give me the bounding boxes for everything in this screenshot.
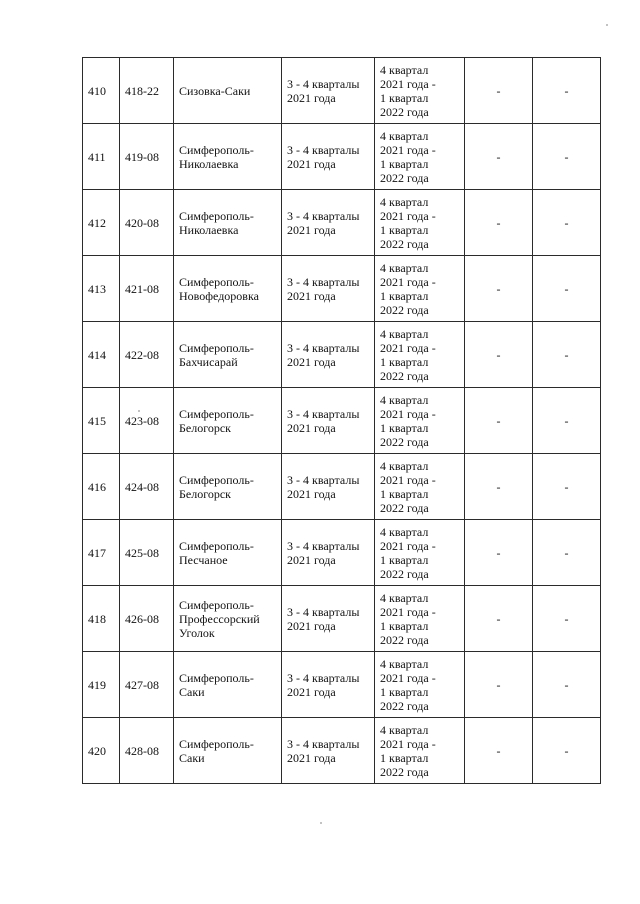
- dash-cell-b: -: [533, 586, 601, 652]
- start-period-line: 3 - 4 кварталы: [287, 208, 360, 223]
- start-period-line: 3 - 4 кварталы: [287, 274, 360, 289]
- row-number-cell: 414: [83, 322, 120, 388]
- start-period-line: 2021 года: [287, 288, 336, 303]
- route-name-line: Бахчисарай: [179, 354, 238, 369]
- end-period-line: 2021 года -: [380, 604, 436, 619]
- end-period-line: 4 квартал: [380, 524, 429, 539]
- start-period-line: 2021 года: [287, 552, 336, 567]
- route-name-cell: [174, 388, 282, 454]
- row-number-cell: 416: [83, 454, 120, 520]
- end-period-cell: [375, 520, 465, 586]
- start-period-line: 2021 года: [287, 618, 336, 633]
- end-period-cell: [375, 652, 465, 718]
- end-period-line: 1 квартал: [380, 90, 429, 105]
- dash-cell-b: -: [533, 652, 601, 718]
- end-period-line: 2021 года -: [380, 274, 436, 289]
- route-code-cell: 428-08: [120, 718, 174, 784]
- route-name-line: Симферополь-: [179, 142, 254, 157]
- scan-artifact-dot: [320, 822, 322, 824]
- table-row: [83, 388, 601, 454]
- end-period-line: 2021 года -: [380, 406, 436, 421]
- route-name-cell: [174, 718, 282, 784]
- route-name-line: Саки: [179, 684, 205, 699]
- route-code-cell: 418-22: [120, 58, 174, 124]
- route-name-line: Саки: [179, 750, 205, 765]
- route-name-cell: [174, 586, 282, 652]
- table-row: [83, 58, 601, 124]
- start-period-cell: [282, 520, 375, 586]
- route-name-line: Симферополь-: [179, 274, 254, 289]
- start-period-line: 2021 года: [287, 420, 336, 435]
- start-period-line: 2021 года: [287, 222, 336, 237]
- end-period-line: 2021 года -: [380, 142, 436, 157]
- start-period-cell: [282, 586, 375, 652]
- start-period-line: 3 - 4 кварталы: [287, 670, 360, 685]
- route-code-cell: 420-08: [120, 190, 174, 256]
- start-period-line: 2021 года: [287, 354, 336, 369]
- route-name-line: Симферополь-: [179, 406, 254, 421]
- route-name-line: Симферополь-: [179, 670, 254, 685]
- end-period-line: 1 квартал: [380, 420, 429, 435]
- dash-cell-a: -: [465, 718, 533, 784]
- dash-cell-a: -: [465, 520, 533, 586]
- start-period-line: 3 - 4 кварталы: [287, 76, 360, 91]
- dash-cell-b: -: [533, 58, 601, 124]
- dash-cell-b: -: [533, 718, 601, 784]
- end-period-line: 2021 года -: [380, 76, 436, 91]
- table-row: [83, 718, 601, 784]
- route-code-cell: 426-08: [120, 586, 174, 652]
- row-number-cell: 411: [83, 124, 120, 190]
- route-name-line: Николаевка: [179, 156, 239, 171]
- dash-cell-b: -: [533, 256, 601, 322]
- row-number-cell: 419: [83, 652, 120, 718]
- end-period-line: 4 квартал: [380, 326, 429, 341]
- end-period-line: 2022 года: [380, 236, 429, 251]
- end-period-line: 1 квартал: [380, 618, 429, 633]
- end-period-line: 2022 года: [380, 170, 429, 185]
- route-name-cell: [174, 322, 282, 388]
- end-period-line: 1 квартал: [380, 156, 429, 171]
- table-row: [83, 322, 601, 388]
- route-name-line: Симферополь-: [179, 538, 254, 553]
- route-name-cell: [174, 256, 282, 322]
- dash-cell-a: -: [465, 652, 533, 718]
- route-code-cell: 419-08: [120, 124, 174, 190]
- dash-cell-b: -: [533, 454, 601, 520]
- start-period-cell: [282, 58, 375, 124]
- start-period-line: 3 - 4 кварталы: [287, 538, 360, 553]
- end-period-cell: [375, 322, 465, 388]
- end-period-cell: [375, 190, 465, 256]
- routes-table: [82, 57, 601, 784]
- dash-cell-b: -: [533, 322, 601, 388]
- end-period-line: 1 квартал: [380, 750, 429, 765]
- start-period-line: 2021 года: [287, 750, 336, 765]
- dash-cell-b: -: [533, 520, 601, 586]
- table-row: [83, 124, 601, 190]
- start-period-line: 3 - 4 кварталы: [287, 340, 360, 355]
- dash-cell-a: -: [465, 256, 533, 322]
- table-row: [83, 190, 601, 256]
- start-period-cell: [282, 388, 375, 454]
- start-period-line: 3 - 4 кварталы: [287, 472, 360, 487]
- end-period-line: 2021 года -: [380, 670, 436, 685]
- end-period-cell: [375, 256, 465, 322]
- dash-cell-a: -: [465, 190, 533, 256]
- route-name-line: Симферополь-: [179, 208, 254, 223]
- end-period-line: 1 квартал: [380, 486, 429, 501]
- route-name-line: Сизовка-Саки: [179, 83, 251, 98]
- start-period-line: 3 - 4 кварталы: [287, 604, 360, 619]
- route-code-cell: 421-08: [120, 256, 174, 322]
- end-period-cell: [375, 454, 465, 520]
- end-period-line: 4 квартал: [380, 458, 429, 473]
- dash-cell-b: -: [533, 190, 601, 256]
- start-period-cell: [282, 124, 375, 190]
- dash-cell-a: -: [465, 124, 533, 190]
- route-name-line: Новофедоровка: [179, 288, 259, 303]
- dash-cell-a: -: [465, 58, 533, 124]
- dash-cell-a: -: [465, 388, 533, 454]
- dash-cell-a: -: [465, 454, 533, 520]
- end-period-cell: [375, 58, 465, 124]
- dash-cell-a: -: [465, 586, 533, 652]
- row-number-cell: 415: [83, 388, 120, 454]
- route-name-line: Белогорск: [179, 486, 231, 501]
- route-name-line: Симферополь-: [179, 472, 254, 487]
- start-period-cell: [282, 718, 375, 784]
- route-code-cell: 424-08: [120, 454, 174, 520]
- start-period-line: 3 - 4 кварталы: [287, 736, 360, 751]
- end-period-line: 2022 года: [380, 764, 429, 779]
- dash-cell-b: -: [533, 388, 601, 454]
- start-period-line: 2021 года: [287, 684, 336, 699]
- route-code-cell: 423-08: [120, 388, 174, 454]
- start-period-cell: [282, 322, 375, 388]
- end-period-cell: [375, 124, 465, 190]
- start-period-line: 2021 года: [287, 156, 336, 171]
- start-period-cell: [282, 256, 375, 322]
- row-number-cell: 420: [83, 718, 120, 784]
- start-period-line: 3 - 4 кварталы: [287, 142, 360, 157]
- end-period-line: 1 квартал: [380, 552, 429, 567]
- end-period-line: 1 квартал: [380, 354, 429, 369]
- route-name-cell: [174, 190, 282, 256]
- dash-cell-b: -: [533, 124, 601, 190]
- end-period-line: 1 квартал: [380, 288, 429, 303]
- end-period-line: 2022 года: [380, 368, 429, 383]
- end-period-line: 2021 года -: [380, 472, 436, 487]
- end-period-line: 2022 года: [380, 500, 429, 515]
- end-period-line: 4 квартал: [380, 194, 429, 209]
- route-name-cell: [174, 124, 282, 190]
- route-code-cell: 427-08: [120, 652, 174, 718]
- routes-table-body: [83, 58, 601, 784]
- start-period-cell: [282, 454, 375, 520]
- end-period-line: 2022 года: [380, 632, 429, 647]
- end-period-line: 2021 года -: [380, 736, 436, 751]
- end-period-line: 4 квартал: [380, 62, 429, 77]
- route-name-line: Уголок: [179, 625, 215, 640]
- end-period-line: 4 квартал: [380, 656, 429, 671]
- table-row: [83, 586, 601, 652]
- route-code-cell: 425-08: [120, 520, 174, 586]
- route-code-cell: 422-08: [120, 322, 174, 388]
- end-period-line: 2022 года: [380, 566, 429, 581]
- route-name-line: Симферополь-: [179, 736, 254, 751]
- end-period-line: 4 квартал: [380, 260, 429, 275]
- route-name-line: Белогорск: [179, 420, 231, 435]
- end-period-line: 2022 года: [380, 104, 429, 119]
- end-period-line: 4 квартал: [380, 590, 429, 605]
- end-period-line: 1 квартал: [380, 222, 429, 237]
- dash-cell-a: -: [465, 322, 533, 388]
- table-row: [83, 256, 601, 322]
- end-period-line: 2021 года -: [380, 340, 436, 355]
- end-period-cell: [375, 586, 465, 652]
- scan-artifact-dot: [606, 24, 608, 26]
- route-name-cell: [174, 58, 282, 124]
- route-name-line: Песчаное: [179, 552, 228, 567]
- table-row: [83, 454, 601, 520]
- row-number-cell: 413: [83, 256, 120, 322]
- start-period-cell: [282, 190, 375, 256]
- end-period-line: 2022 года: [380, 698, 429, 713]
- end-period-line: 1 квартал: [380, 684, 429, 699]
- route-name-cell: [174, 652, 282, 718]
- route-name-cell: [174, 454, 282, 520]
- end-period-cell: [375, 718, 465, 784]
- table-row: [83, 520, 601, 586]
- row-number-cell: 410: [83, 58, 120, 124]
- row-number-cell: 417: [83, 520, 120, 586]
- start-period-line: 2021 года: [287, 486, 336, 501]
- end-period-line: 2022 года: [380, 302, 429, 317]
- start-period-line: 2021 года: [287, 90, 336, 105]
- route-name-line: Симферополь-: [179, 597, 254, 612]
- end-period-line: 4 квартал: [380, 128, 429, 143]
- route-name-line: Николаевка: [179, 222, 239, 237]
- end-period-line: 2021 года -: [380, 208, 436, 223]
- end-period-line: 4 квартал: [380, 392, 429, 407]
- route-name-cell: [174, 520, 282, 586]
- end-period-line: 2021 года -: [380, 538, 436, 553]
- route-name-line: Профессорский: [179, 611, 260, 626]
- row-number-cell: 412: [83, 190, 120, 256]
- route-name-line: Симферополь-: [179, 340, 254, 355]
- end-period-line: 2022 года: [380, 434, 429, 449]
- start-period-line: 3 - 4 кварталы: [287, 406, 360, 421]
- table-row: [83, 652, 601, 718]
- end-period-cell: [375, 388, 465, 454]
- row-number-cell: 418: [83, 586, 120, 652]
- end-period-line: 4 квартал: [380, 722, 429, 737]
- start-period-cell: [282, 652, 375, 718]
